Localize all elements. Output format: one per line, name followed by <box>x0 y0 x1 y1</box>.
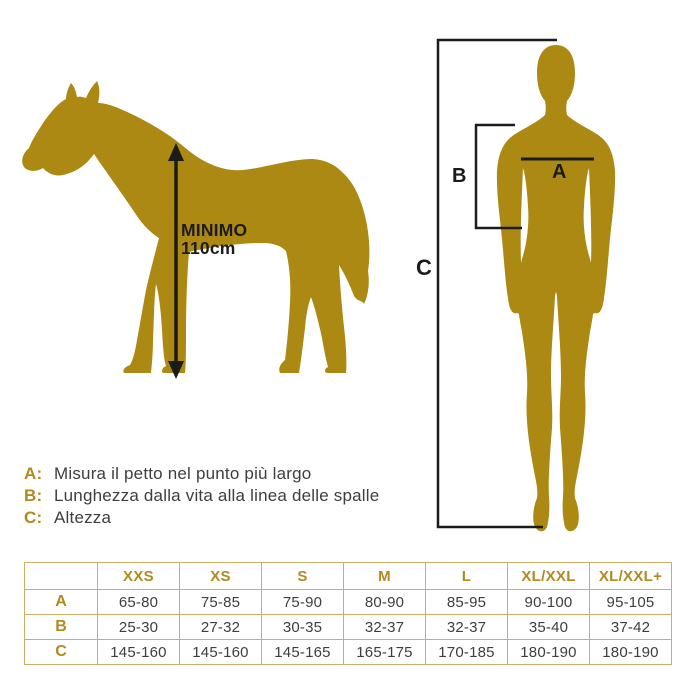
min-height-label-line1: MINIMO <box>181 220 248 240</box>
size-value: 170-185 <box>426 640 508 665</box>
table-row-b <box>25 615 672 640</box>
size-value: 180-190 <box>590 640 672 665</box>
column-header-xxs: XXS <box>98 563 180 590</box>
legend-text-a: Misura il petto nel punto più largo <box>54 464 312 483</box>
row-label-c: C <box>25 640 98 665</box>
column-header-xs: XS <box>180 563 262 590</box>
size-value: 30-35 <box>262 615 344 640</box>
measure-label-c: C <box>416 255 432 280</box>
column-header-l: L <box>426 563 508 590</box>
column-header-xlxxlplus: XL/XXL+ <box>590 563 672 590</box>
min-height-label <box>181 221 247 257</box>
legend-text-c: Altezza <box>54 508 112 527</box>
size-value: 75-85 <box>180 590 262 615</box>
column-header-blank <box>25 563 98 590</box>
size-value: 75-90 <box>262 590 344 615</box>
size-value: 85-95 <box>426 590 508 615</box>
size-value: 35-40 <box>508 615 590 640</box>
legend-text-b: Lunghezza dalla vita alla linea delle spalle <box>54 486 380 505</box>
legend-item-a <box>24 463 379 485</box>
table-row-a <box>25 590 672 615</box>
human-shape <box>497 45 615 531</box>
column-header-xlxxl: XL/XXL <box>508 563 590 590</box>
legend-key-c: C: <box>24 508 43 527</box>
size-value: 145-165 <box>262 640 344 665</box>
size-table-header-row <box>25 563 672 590</box>
column-header-s: S <box>262 563 344 590</box>
size-value: 32-37 <box>344 615 426 640</box>
legend-key-b: B: <box>24 486 43 505</box>
size-value: 37-42 <box>590 615 672 640</box>
size-value: 95-105 <box>590 590 672 615</box>
human-silhouette <box>485 28 625 543</box>
size-value: 25-30 <box>98 615 180 640</box>
size-value: 32-37 <box>426 615 508 640</box>
size-value: 180-190 <box>508 640 590 665</box>
legend-item-c <box>24 507 379 529</box>
min-height-label-line2: 110cm <box>181 238 236 258</box>
size-value: 27-32 <box>180 615 262 640</box>
measure-label-a: A <box>552 161 567 183</box>
size-table <box>24 562 672 665</box>
table-row-c <box>25 640 672 665</box>
column-header-m: M <box>344 563 426 590</box>
legend-key-a: A: <box>24 464 43 483</box>
size-value: 65-80 <box>98 590 180 615</box>
row-label-a: A <box>25 590 98 615</box>
size-value: 145-160 <box>98 640 180 665</box>
measure-label-b: B <box>452 165 467 187</box>
legend <box>24 463 379 529</box>
size-value: 165-175 <box>344 640 426 665</box>
size-value: 80-90 <box>344 590 426 615</box>
row-label-b: B <box>25 615 98 640</box>
size-value: 90-100 <box>508 590 590 615</box>
legend-item-b <box>24 485 379 507</box>
size-value: 145-160 <box>180 640 262 665</box>
